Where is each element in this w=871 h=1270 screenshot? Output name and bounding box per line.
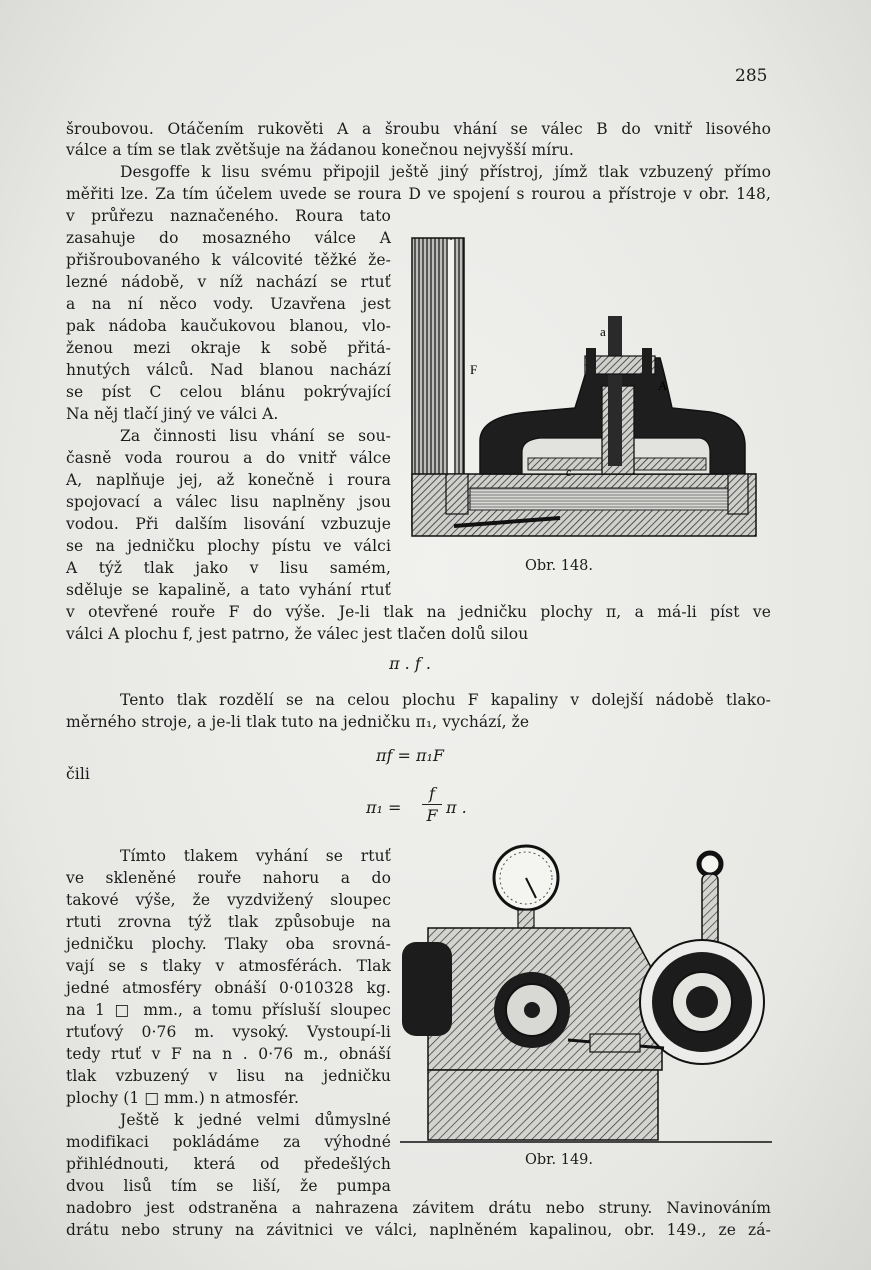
formula-equation: πf = π₁F bbox=[375, 746, 445, 765]
text-line: jedničku plochy. Tlaky oba srovná- bbox=[66, 935, 391, 953]
mercury-chamber bbox=[470, 488, 740, 510]
word-cili: čili bbox=[66, 765, 90, 783]
text-line: válci A plochu f, jest patrno, že válec jest tlačen dolů silou bbox=[66, 625, 529, 643]
text-line: vodou. Při dalším lisování vzbuzuje bbox=[66, 515, 391, 533]
caption-figure-149: Obr. 149. bbox=[525, 1152, 594, 1168]
label-a-large: A bbox=[658, 378, 668, 393]
text-line: spojovací a válec lisu naplněny jsou bbox=[66, 493, 391, 511]
text-line: měřiti lze. Za tím účelem uvede se roura D ve spojení s rourou a přístroje v obr. 148, bbox=[66, 185, 771, 203]
text-line: zasahuje do mosazného válce A bbox=[66, 229, 391, 247]
text-line: jedné atmosféry obnáší 0·010328 kg. bbox=[66, 979, 391, 997]
text-line: dvou lisů tím se liší, že pumpa bbox=[66, 1177, 391, 1195]
label-a-small: a bbox=[600, 324, 606, 339]
text-line: měrného stroje, a je-li tlak tuto na jedničku π₁, vychází, že bbox=[66, 713, 530, 731]
formula-rhs: π . bbox=[446, 798, 467, 817]
crank-handle-ring bbox=[699, 853, 721, 875]
formula-denominator: F bbox=[426, 806, 438, 825]
text-line: drátu nebo struny na závitnici ve válci, naplněném kapalinou, obr. 149., ze zá- bbox=[66, 1221, 771, 1239]
base-bolt-right bbox=[728, 474, 748, 514]
text-line: hnutých válců. Nad blanou nachází bbox=[66, 361, 391, 379]
text-line: Na něj tlačí jiný ve válci A. bbox=[66, 405, 279, 423]
formula-fraction bbox=[366, 784, 486, 828]
figure-148-pressure-gauge-section bbox=[410, 236, 762, 542]
text-line: Tento tlak rozdělí se na celou plochu F kapaliny v dolejší nádobě tlako- bbox=[120, 691, 771, 709]
text-line: takové výše, že vyzdvižený sloupec bbox=[66, 891, 391, 909]
text-line: se na jedničku plochy pístu ve válci bbox=[66, 537, 391, 555]
text-line: Za činnosti lisu vhání se sou- bbox=[120, 427, 391, 445]
formula-numerator: f bbox=[429, 784, 435, 803]
caption-figure-148: Obr. 148. bbox=[525, 558, 594, 574]
bolt-right bbox=[642, 348, 652, 388]
text-line: přišroubovaného k válcovité těžké že- bbox=[66, 251, 391, 269]
base-bolt-left bbox=[446, 474, 468, 514]
text-line: ve skleněné rouře nahoru a do bbox=[66, 869, 391, 887]
text-line: v průřezu naznačeného. Roura tato bbox=[66, 207, 391, 225]
bolt-left bbox=[586, 348, 596, 388]
text-line: A týž tlak jako v lisu samém, bbox=[66, 559, 391, 577]
text-line: pak nádoba kaučukovou blanou, vlo- bbox=[66, 317, 391, 335]
fraction-bar bbox=[422, 804, 442, 805]
text-line: ženou mezi okraje k sobě přitá- bbox=[66, 339, 391, 357]
text-line: tlak vzbuzený v lisu na jedničku bbox=[66, 1067, 391, 1085]
text-line: se píst C celou blánu pokrývající bbox=[66, 383, 391, 401]
text-line: modifikaci pokládáme za výhodné bbox=[66, 1133, 391, 1151]
text-line: časně voda rourou a do vnitř válce bbox=[66, 449, 391, 467]
text-line: rtuťový 0·76 m. vysoký. Vystoupí-li bbox=[66, 1023, 391, 1041]
press-base bbox=[428, 1070, 658, 1140]
label-c: c bbox=[566, 465, 572, 479]
label-f: F bbox=[470, 362, 478, 377]
text-line: válce a tím se tlak zvětšuje na žádanou konečnou nejvyšší míru. bbox=[66, 141, 574, 159]
text-line: rtuti zrovna týž tlak způsobuje na bbox=[66, 913, 391, 931]
text-line: plochy (1 □ mm.) n atmosfér. bbox=[66, 1089, 299, 1107]
formula-lhs: π₁ = bbox=[366, 798, 402, 817]
text-line: Ještě k jedné velmi důmyslné bbox=[120, 1111, 391, 1129]
text-line: vají se s tlaky v atmosférách. Tlak bbox=[66, 957, 391, 975]
page-number: 285 bbox=[735, 66, 768, 86]
end-cap bbox=[402, 942, 452, 1036]
formula-pi-f: π . f . bbox=[389, 654, 431, 673]
text-line: na 1 □ mm., a tomu přísluší sloupec bbox=[66, 1001, 391, 1019]
text-line: lezné nádobě, v níž nachází se rtuť bbox=[66, 273, 391, 291]
text-line: v otevřené rouře F do výše. Je-li tlak na jedničku plochy π, a má-li píst ve bbox=[66, 603, 771, 621]
figure-149-wire-press bbox=[400, 838, 772, 1146]
text-line: a na ní něco vody. Uzavřena jest bbox=[66, 295, 391, 313]
text-line: nadobro jest odstraněna a nahrazena závitem drátu nebo struny. Navinováním bbox=[66, 1199, 771, 1217]
text-line: A, naplňuje jej, až konečně i roura bbox=[66, 471, 391, 489]
text-line: přihlédnouti, která od předešlých bbox=[66, 1155, 391, 1173]
drum-axle bbox=[686, 986, 718, 1018]
text-line: tedy rtuť v F na n . 0·76 m., obnáší bbox=[66, 1045, 391, 1063]
rod-a bbox=[608, 316, 622, 466]
text-line: sděluje se kapalině, a tato vyhání rtuť bbox=[66, 581, 391, 599]
wire-guide bbox=[590, 1034, 640, 1052]
cylinder-core bbox=[524, 1002, 540, 1018]
text-line: Desgoffe k lisu svému připojil ještě jiný přístroj, jímž tlak vzbuzený přímo bbox=[120, 163, 771, 181]
text-line: šroubovou. Otáčením rukověti A a šroubu vhání se válec B do vnitř lisového bbox=[66, 120, 771, 138]
text-line: Tímto tlakem vyhání se rtuť bbox=[120, 847, 391, 865]
